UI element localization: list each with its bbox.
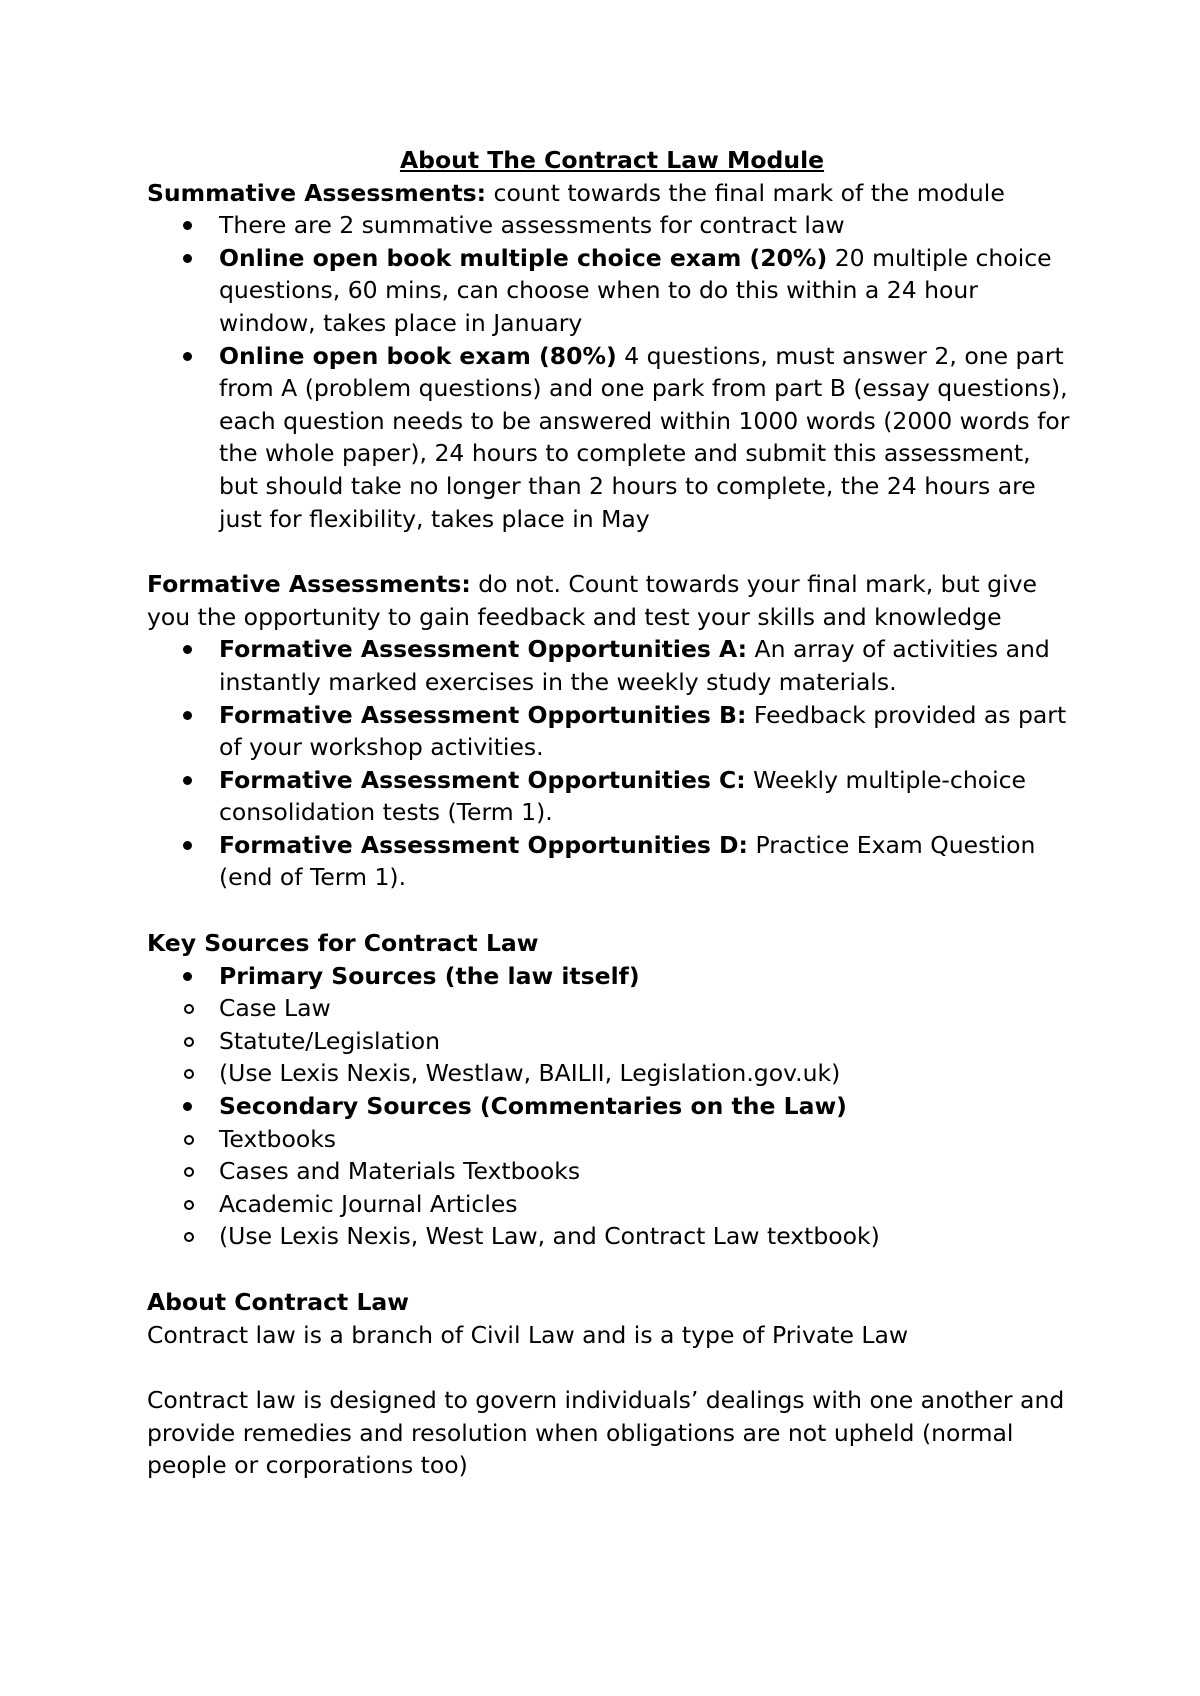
list-item (147, 699, 1077, 764)
bullet-icon (183, 221, 192, 230)
formative-intro (147, 568, 1077, 633)
hollow-bullet-icon (184, 1167, 194, 1177)
document-page (147, 144, 1077, 1482)
list-item (147, 340, 1077, 536)
bullet-icon (183, 254, 192, 263)
list-item-bold: Online open book multiple choice exam (20%) (219, 243, 828, 272)
summative-list (147, 209, 1077, 535)
primary-sources-label: Primary Sources (the law itself) (219, 961, 640, 990)
bullet-icon (183, 841, 192, 850)
sources-heading-text: Key Sources for Contract Law (147, 929, 539, 958)
sublist-item (147, 1123, 1077, 1156)
about-paragraph-1: Contract law is a branch of Civil Law and is a type of Private Law (147, 1320, 909, 1349)
list-item-bold: Formative Assessment Opportunities D: (219, 830, 748, 859)
sublist-item (147, 1057, 1077, 1090)
hollow-bullet-icon (184, 1069, 194, 1079)
summative-intro (147, 177, 1077, 210)
sources-heading (147, 927, 1077, 960)
formative-list (147, 633, 1077, 894)
sublist-item-text: Cases and Materials Textbooks (219, 1157, 581, 1186)
sublist-item-text: (Use Lexis Nexis, Westlaw, BAILII, Legislation.gov.uk) (219, 1059, 841, 1088)
hollow-bullet-icon (184, 1004, 194, 1014)
sublist-item-text: (Use Lexis Nexis, West Law, and Contract Law textbook) (219, 1222, 880, 1251)
sublist-item (147, 992, 1077, 1025)
summative-intro-text: count towards the final mark of the module (486, 178, 1005, 207)
hollow-bullet-icon (184, 1037, 194, 1047)
bullet-icon (183, 352, 192, 361)
primary-sources-sublist (147, 992, 1077, 1090)
spacer (147, 1253, 1077, 1286)
list-item-bold: Formative Assessment Opportunities B: (219, 700, 747, 729)
list-item (147, 829, 1077, 894)
list-item-text: Weekly multiple-choice consolidation tests (Term 1). (219, 765, 1027, 827)
list-item (147, 242, 1077, 340)
bullet-icon (183, 972, 192, 981)
secondary-sources-label: Secondary Sources (Commentaries on the Law) (219, 1092, 847, 1121)
secondary-sources-sublist (147, 1123, 1077, 1253)
list-item-primary-sources (147, 960, 1077, 993)
about-paragraph-2: Contract law is designed to govern individuals’ dealings with one another and provide remedies and resolution when obligations are not upheld (normal people or corporations too) (147, 1386, 1065, 1480)
list-item-text: 4 questions, must answer 2, one part from A (problem questions) and one park from part B (essay questions), each question needs to be answered within 1000 words (2000 words for the whole paper), 24 hours to complete and submit this assessment, but should take no longer than 2 hours to complete, the 24 hours are just for flexibility, takes place in May (219, 341, 1070, 533)
bullet-icon (183, 711, 192, 720)
formative-intro-text: do not. Count towards your final mark, but give you the opportunity to gain feedback and test your skills and knowledge (147, 570, 1037, 631)
formative-heading: Formative Assessments: (147, 570, 471, 599)
sublist-item (147, 1025, 1077, 1058)
sublist-item-text: Textbooks (219, 1124, 337, 1153)
sources-list-secondary (147, 1090, 1077, 1123)
document-title: About The Contract Law Module (399, 146, 825, 174)
list-item-bold: Formative Assessment Opportunities A: (219, 635, 748, 664)
list-item-secondary-sources (147, 1090, 1077, 1123)
sublist-item-text: Statute/Legislation (219, 1026, 441, 1055)
hollow-bullet-icon (184, 1200, 194, 1210)
spacer (147, 535, 1077, 568)
sublist-item-text: Case Law (219, 994, 331, 1023)
sublist-item (147, 1188, 1077, 1221)
list-item-text: Practice Exam Question (end of Term 1). (219, 830, 1036, 892)
hollow-bullet-icon (184, 1135, 194, 1145)
sources-list (147, 960, 1077, 993)
spacer (147, 1351, 1077, 1384)
list-item-text: An array of activities and instantly marked exercises in the weekly study materials. (219, 635, 1050, 696)
list-item (147, 209, 1077, 242)
sublist-item (147, 1155, 1077, 1188)
list-item (147, 764, 1077, 829)
bullet-icon (183, 776, 192, 785)
summative-heading: Summative Assessments: (147, 178, 487, 207)
list-item (147, 633, 1077, 698)
sublist-item (147, 1220, 1077, 1253)
hollow-bullet-icon (184, 1232, 194, 1242)
list-item-text: Feedback provided as part of your workshop activities. (219, 700, 1067, 762)
list-item-text: 20 multiple choice questions, 60 mins, can choose when to do this within a 24 hour window, takes place in January (219, 243, 1052, 337)
about-heading (147, 1286, 1077, 1319)
bullet-icon (183, 1102, 192, 1111)
about-heading-text: About Contract Law (147, 1288, 409, 1316)
spacer (147, 894, 1077, 927)
list-item-text: There are 2 summative assessments for contract law (219, 211, 845, 240)
bullet-icon (183, 645, 192, 654)
list-item-bold: Formative Assessment Opportunities C: (219, 765, 746, 794)
sublist-item-text: Academic Journal Articles (219, 1189, 518, 1218)
list-item-bold: Online open book exam (80%) (219, 341, 617, 370)
